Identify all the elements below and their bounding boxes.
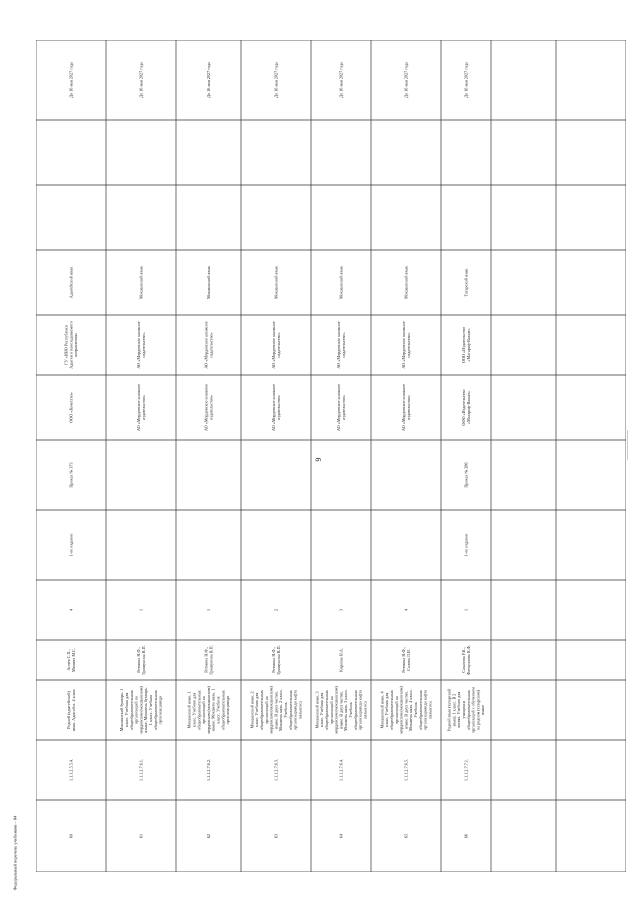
cell-line: организаций на: [328, 696, 334, 724]
cell-grade: [138, 609, 143, 611]
cell-line: Ротмина Н.Ф.,: [401, 647, 406, 673]
cell-line: До 16 мая 2027 года: [205, 62, 211, 98]
cell-line: общеобразовательных: [128, 690, 134, 730]
cell-line: Мокшанский букварь. 1: [119, 688, 125, 732]
page-number: 6: [313, 457, 323, 462]
cell-line: 60: [68, 833, 74, 839]
cell-line: язык. Адыгабзэ. 4 класс: [70, 688, 76, 732]
footer-text: Федеральный перечень учебников – 04: [12, 815, 18, 890]
cell-line: Учебник: [348, 702, 353, 718]
cell-line: издательство»: [275, 394, 281, 421]
cell-line: До 16 мая 2027 года: [138, 62, 144, 98]
cell-publisher: [461, 389, 471, 425]
cell-line: издательство»: [340, 394, 346, 421]
cell-authors: [461, 645, 471, 675]
cell-line: Родной (адыгейский): [66, 691, 71, 729]
cell-line: 1-ое издание: [463, 533, 469, 557]
cell-line: организациянди кафта: [357, 689, 363, 731]
cell-deadline: [273, 62, 278, 98]
cell-line: пяльксоса: [297, 701, 303, 719]
cell-line: издательство»: [340, 332, 346, 358]
margin-mark: [627, 430, 628, 460]
cell-line: Мокшень кяль. 2 класс.: [278, 689, 284, 731]
cell-authors: [204, 645, 214, 674]
cell-publisher: [68, 392, 73, 423]
cell-line: Приказ № 373: [68, 462, 74, 488]
cell-line: класс. Учебник для: [254, 692, 260, 728]
cell-line: класс. Учебник для: [124, 692, 129, 728]
cell-line: ООО «Издательство: [461, 326, 466, 364]
cell-line: Мокшень кяль. 3 класс.: [343, 689, 349, 731]
cell-line: мордовском (мокшанском): [398, 686, 404, 734]
cell-line: АО «Мордовское книжное: [336, 383, 341, 432]
cell-line: общеобразовательных: [259, 690, 264, 730]
cell-line: Гришунина В.П.: [140, 645, 146, 675]
cell-line: 1.1.1.2.5.5.4.: [68, 759, 74, 781]
cell-line: Мокшанский язык: [338, 266, 344, 299]
cell-line: 65: [403, 833, 409, 839]
cell-publisher: [204, 384, 214, 431]
cell-line: До 16 мая 2027 года: [68, 62, 74, 98]
cell-edition: [68, 534, 73, 557]
cell-line: языке. В двух частях.: [403, 691, 409, 729]
cell-line: издательство»: [208, 332, 214, 358]
cell-authors: [401, 647, 411, 673]
cell-title: [119, 686, 162, 734]
cell-grade: [273, 609, 278, 611]
cell-line: мордовском (мокшанском): [333, 686, 339, 734]
cell-line: издательство»: [140, 394, 146, 421]
cell-line: общеобразовательных: [389, 690, 394, 730]
cell-line: класс. Учебник: [215, 696, 221, 724]
cell-gov: [461, 327, 471, 363]
cell-code: [403, 759, 408, 781]
cell-line: 66: [463, 833, 469, 839]
cell-line: 1: [463, 608, 469, 612]
cell-line: организаций на: [263, 696, 269, 724]
cell-line: 1.1.1.2.7.6.2.: [205, 759, 211, 781]
cell-language: [138, 265, 143, 299]
cell-line: мордовском (мокшанском): [268, 686, 274, 734]
cell-line: Ротмина Н.Ф.,: [136, 647, 141, 673]
cell-line: издательство»: [140, 332, 146, 358]
cell-deadline: [206, 62, 211, 98]
cell-line: АО «Мордовское книжное: [401, 383, 406, 432]
cell-authors: [66, 648, 76, 672]
cell-line: пяльксоса: [362, 701, 368, 719]
cell-line: АО «Мордовское книжное: [271, 383, 276, 432]
cell-line: Гришунина В.П.: [208, 645, 214, 675]
cell-line: 1-ое издание: [68, 533, 74, 557]
cell-line: Мокшанский язык: [273, 266, 279, 299]
cell-line: издательство»: [208, 394, 214, 421]
cell-deadline: [68, 62, 73, 98]
cell-line: 63: [273, 833, 279, 839]
cell-line: Учебник: [413, 702, 418, 718]
cell-gov: [336, 321, 346, 368]
cell-line: До 16 мая 2027 года: [273, 62, 279, 98]
cell-line: организаций с обучением: [470, 687, 476, 733]
cell-line: 4: [68, 608, 74, 612]
cell-language: [463, 268, 468, 297]
cell-line: 1.1.1.2.7.6.1.: [138, 759, 144, 781]
cell-gov: [401, 321, 411, 368]
cell-line: пяльксоса: [427, 701, 433, 719]
cell-deadline: [138, 62, 143, 98]
cell-line: Сахапова Р.К.,: [461, 647, 466, 673]
cell-line: Мокшанский язык. 3: [314, 691, 320, 729]
cell-line: ООО «Издательство: [461, 389, 466, 426]
cell-publisher: [401, 384, 411, 431]
cell-grade: [206, 609, 211, 611]
cell-line: 1 класс. Учебник: [148, 694, 153, 726]
cell-line: класс. Учебник для: [319, 692, 325, 728]
cell-line: 62: [205, 833, 211, 839]
cell-language: [338, 265, 343, 299]
cell-line: издательство»: [275, 332, 281, 358]
cell-line: Мокшанский язык. 4: [379, 691, 385, 729]
cell-line: Приказ № 286: [463, 462, 469, 488]
cell-language: [206, 265, 211, 299]
cell-line: языке. В двух частях.: [273, 691, 279, 729]
cell-grade: [68, 608, 73, 611]
cell-code: [206, 759, 211, 781]
cell-line: направления»: [73, 332, 79, 358]
cell-language: [273, 265, 278, 299]
cell-line: издательство»: [405, 394, 411, 421]
cell-title: [249, 686, 302, 734]
cell-code: [463, 759, 468, 781]
cell-line: Ротмина Н.Ф.,: [203, 647, 209, 673]
cell-line: Мешвез М.С.: [70, 648, 76, 672]
cell-num: [206, 834, 211, 838]
cell-line: Мокшанский язык: [138, 266, 144, 299]
cell-line: языке. Мокшень кяль. 1: [210, 688, 216, 732]
cell-num: [138, 834, 143, 838]
cell-num: [273, 834, 278, 838]
textbook-table: [36, 40, 626, 872]
cell-title: [66, 689, 76, 732]
cell-line: Ротмина Н.Ф.,: [271, 647, 276, 673]
cell-deadline: [403, 62, 408, 98]
cell-line: на родном (татарском): [475, 690, 481, 730]
cell-line: мордовском (мокшанском): [205, 686, 211, 734]
cell-line: организаций на: [393, 696, 399, 724]
cell-line: Татарский язык: [463, 268, 469, 297]
cell-line: язык). 1 класс. В 2: [451, 693, 457, 727]
cell-line: Салова Л.Н.: [405, 649, 411, 671]
cell-grade: [403, 608, 408, 611]
cell-line: частях. Учебник для: [456, 691, 462, 729]
cell-line: организациянди кафта: [422, 689, 428, 731]
cell-line: Мокшанский язык: [205, 266, 211, 299]
cell-line: 1.1.1.2.7.6.4.: [338, 759, 344, 781]
cell-line: 1.1.1.2.7.6.3.: [273, 759, 279, 781]
cell-language: [403, 265, 408, 299]
cell-line: организаций на: [133, 696, 139, 724]
cell-line: общеобразовательных: [287, 690, 293, 730]
cell-line: АО «Мордовское книжное: [336, 321, 341, 369]
cell-gov: [136, 321, 146, 368]
cell-authors: [338, 648, 343, 672]
cell-line: Учебник: [283, 702, 288, 718]
cell-line: общеобразовательных: [220, 690, 226, 730]
cell-num: [338, 833, 343, 838]
cell-line: Фатхуллова К.Ф.: [465, 644, 471, 676]
cell-code: [273, 759, 278, 781]
cell-gov: [271, 321, 281, 368]
cell-code: [68, 759, 73, 781]
cell-line: Родной язык (татарский: [446, 688, 452, 732]
cell-order: [68, 462, 73, 487]
cell-line: языке. В двух частях.: [338, 691, 344, 729]
cell-line: общеобразовательных: [417, 690, 423, 730]
cell-line: ООО «Качество»: [68, 392, 74, 423]
cell-order: [463, 462, 468, 487]
cell-line: «Магариф-Вакыт»: [465, 390, 471, 425]
cell-gov: [204, 321, 214, 368]
cell-publisher: [271, 384, 281, 431]
cell-grade: [463, 609, 468, 611]
cell-line: 1.1.1.2.7.7.1.: [463, 759, 469, 781]
cell-publisher: [336, 384, 346, 431]
cell-code: [138, 759, 143, 781]
cell-line: общеобразовательных: [324, 690, 329, 730]
page-footer: [8, 805, 22, 900]
cell-line: Мокшанский язык. 2: [249, 691, 255, 729]
cell-line: организаций на: [201, 696, 207, 724]
cell-num: [403, 834, 408, 838]
cell-deadline: [463, 62, 468, 98]
cell-line: языке. Мокшень букварь.: [143, 687, 149, 733]
cell-line: 2: [273, 608, 279, 612]
cell-line: общеобразовательных: [196, 690, 202, 730]
cell-num: [463, 834, 468, 838]
cell-edition: [463, 534, 468, 557]
cell-line: мордовском (мокшанском): [138, 686, 144, 734]
cell-line: АО «Мордовское книжное: [136, 321, 141, 369]
cell-code: [338, 759, 343, 781]
cell-line: общеобразовательных: [352, 690, 358, 730]
cell-line: класс. Учебник для: [384, 692, 390, 728]
cell-line: Гришунина В.П.: [275, 645, 281, 675]
cell-title: [187, 686, 230, 734]
cell-line: организациянди кафта: [292, 689, 298, 731]
cell-line: общеобразовательных: [152, 690, 158, 730]
cell-line: Мокшень кяль. 4 класс.: [408, 689, 414, 731]
cell-line: класс. Учебник для: [191, 692, 197, 728]
cell-num: [68, 834, 73, 838]
cell-language: [68, 266, 73, 299]
cell-line: Адыгея и нанезадаваемого: [68, 321, 74, 369]
cell-line: 61: [138, 833, 144, 839]
cell-line: АО «Мордовское книжное: [401, 321, 406, 369]
cell-line: Мокшанский язык. 1: [186, 691, 192, 729]
cell-title: [314, 686, 367, 734]
cell-line: 1: [138, 608, 144, 612]
cell-line: 3: [338, 608, 344, 612]
cell-line: 4: [403, 608, 409, 612]
cell-line: организациянди: [157, 695, 163, 725]
cell-line: До 16 мая 2027 года: [403, 62, 409, 98]
cell-line: учащихся: [461, 701, 466, 719]
cell-title: [379, 686, 432, 734]
cell-gov: [64, 321, 79, 369]
cell-authors: [271, 645, 281, 674]
cell-line: Анчек С.Х.,: [66, 649, 71, 671]
cell-line: Адыгейский язык: [68, 266, 74, 299]
cell-line: 1: [205, 608, 211, 612]
cell-line: АО «Мордовское книжное: [203, 383, 209, 432]
cell-line: Киреева Н.А.: [338, 648, 344, 672]
cell-authors: [136, 645, 146, 674]
cell-grade: [338, 609, 343, 611]
cell-line: АО «Мордовское книжное: [271, 321, 276, 369]
cell-line: ГУ «ИНО Республики: [63, 325, 69, 365]
cell-line: языке: [480, 704, 486, 716]
cell-line: Мокшанский язык: [403, 266, 409, 299]
cell-line: АО «Мордовское книжное: [136, 383, 141, 432]
cell-line: 64: [338, 833, 344, 839]
cell-line: издательство»: [405, 332, 411, 358]
cell-deadline: [338, 62, 343, 98]
cell-line: организациянди: [225, 695, 231, 725]
cell-line: «Магариф-Вакыт»: [465, 328, 471, 362]
cell-line: общеобразовательных: [465, 690, 471, 730]
cell-publisher: [136, 384, 146, 431]
cell-line: АО «Мордовское книжное: [203, 321, 209, 369]
cell-line: До 16 мая 2027 года: [338, 62, 344, 98]
cell-line: До 16 мая 2027 года: [463, 62, 469, 98]
cell-title: [447, 687, 486, 733]
cell-line: 1.1.1.2.7.6.5.: [403, 759, 409, 781]
